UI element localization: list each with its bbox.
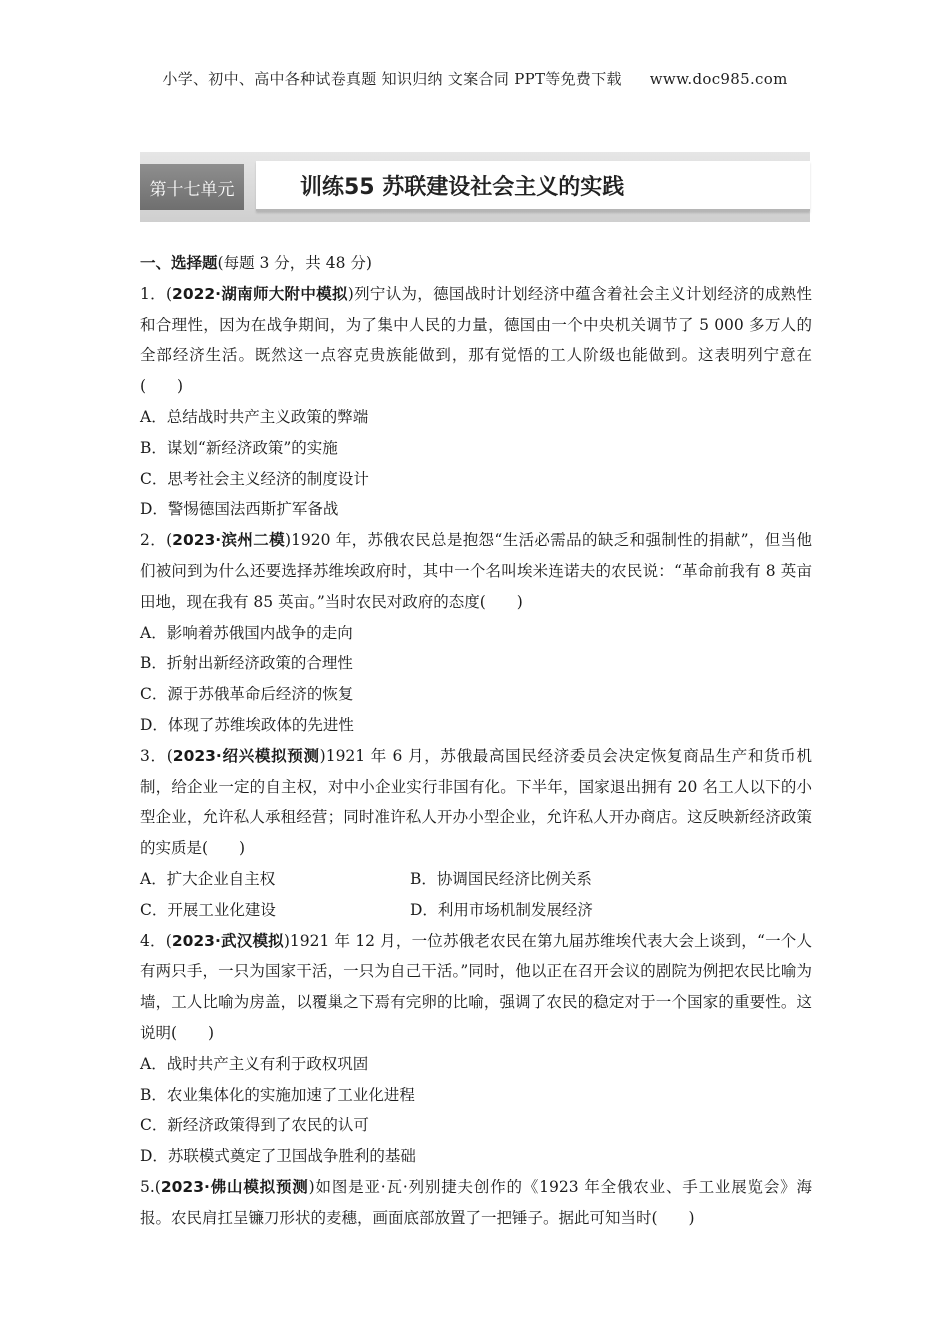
question-stem	[140, 1172, 812, 1234]
question-source: 2022·湖南师大附中模拟	[172, 284, 348, 303]
question-2	[140, 525, 812, 741]
source-close: )	[285, 531, 292, 550]
question-number: 5.	[140, 1177, 155, 1196]
question-source: 2023·武汉模拟	[171, 931, 284, 950]
option-a[interactable]: A．战时共产主义有利于政权巩固	[140, 1054, 369, 1073]
option-d[interactable]: D．警惕德国法西斯扩军备战	[140, 500, 339, 519]
option-a[interactable]: A．影响着苏俄国内战争的走向	[140, 623, 353, 642]
question-3	[140, 741, 812, 926]
section-label: 一、选择题	[140, 254, 218, 272]
option-row	[140, 895, 812, 926]
question-stem	[140, 741, 812, 864]
question-1	[140, 279, 812, 525]
section-heading	[140, 248, 812, 279]
source-close: )	[283, 931, 290, 950]
option-c[interactable]: C．源于苏俄革命后经济的恢复	[140, 685, 354, 704]
question-number: 4．	[140, 931, 166, 950]
option-c[interactable]: C．新经济政策得到了农民的认可	[140, 1116, 369, 1135]
source-open: (	[165, 284, 173, 303]
source-open: (	[166, 746, 173, 765]
unit-tag: 第十七单元	[140, 164, 244, 210]
page-title: 训练55 苏联建设社会主义的实践	[256, 161, 810, 211]
option-d[interactable]: D．苏联模式奠定了卫国战争胜利的基础	[140, 1147, 416, 1166]
option-b[interactable]: B．协调国民经济比例关系	[410, 869, 592, 888]
question-source: 2023·滨州二模	[172, 531, 285, 550]
source-open: (	[165, 931, 172, 950]
option-c[interactable]: C．思考社会主义经济的制度设计	[140, 469, 369, 488]
question-number: 3．	[140, 746, 167, 765]
source-close: )	[308, 1177, 315, 1196]
question-text: 1921 年 12 月，一位苏俄老农民在第九届苏维埃代表大会上谈到，“一个人有两只手，一只为国家干活，一只为自己干活。”同时，他以正在召开会议的剧院为例把农民比喻为墙，工人比喻为房盖，以覆巢之下焉有完卵的比喻，强调了农民的稳定对于一个国家的重要性。这说明( )	[140, 931, 812, 1042]
question-source: 2023·佛山模拟预测	[160, 1177, 309, 1196]
question-5	[140, 1172, 812, 1234]
option-a[interactable]: A．扩大企业自主权	[140, 869, 276, 888]
section-note: (每题 3 分，共 48 分)	[217, 254, 372, 272]
source-close: )	[319, 746, 326, 765]
question-number: 2．	[140, 531, 167, 550]
source-open: (	[154, 1177, 161, 1196]
source-open: (	[166, 531, 173, 550]
option-c[interactable]: C．开展工业化建设	[140, 900, 276, 919]
header-text: 小学、初中、高中各种试卷真题 知识归纳 文案合同 PPT等免费下载	[162, 70, 622, 88]
question-4	[140, 926, 812, 1172]
option-b[interactable]: B．折射出新经济政策的合理性	[140, 654, 353, 673]
option-b[interactable]: B．谋划“新经济政策”的实施	[140, 438, 338, 457]
header-url[interactable]: www.doc985.com	[649, 70, 788, 88]
question-source: 2023·绍兴模拟预测	[172, 746, 320, 765]
option-b[interactable]: B．农业集体化的实施加速了工业化进程	[140, 1085, 415, 1104]
option-d[interactable]: D．利用市场机制发展经济	[410, 900, 593, 919]
option-a[interactable]: A．总结战时共产主义政策的弊端	[140, 407, 369, 426]
question-text: 1920 年，苏俄农民总是抱怨“生活必需品的缺乏和强制性的捐献”，但当他们被问到为什么还要选择苏维埃政府时，其中一个名叫埃米连诺夫的农民说：“革命前我有 8 英亩田地，现在我有 85 英亩。”当时农民对政府的态度( )	[140, 531, 812, 611]
exam-content	[140, 248, 812, 1234]
page-header	[0, 68, 950, 89]
option-d[interactable]: D．体现了苏维埃政体的先进性	[140, 715, 354, 734]
source-close: )	[347, 284, 354, 303]
question-text: 列宁认为，德国战时计划经济中蕴含着社会主义计划经济的成熟性和合理性，因为在战争期间，为了集中人民的力量，德国由一个中央机关调节了 5 000 多万人的全部经济生活。既然这一点容克贵族能做到，那有觉悟的工人阶级也能做到。这表明列宁意在( )	[140, 284, 812, 396]
question-text: 如图是亚·瓦·列别捷夫创作的《1923 年全俄农业、手工业展览会》海报。农民肩扛呈镰刀形状的麦穗，画面底部放置了一把锤子。据此可知当时( )	[140, 1177, 812, 1227]
question-stem	[140, 926, 812, 1049]
option-row	[140, 864, 812, 895]
question-number: 1．	[140, 284, 166, 303]
title-band	[140, 152, 810, 222]
question-text: 1921 年 6 月，苏俄最高国民经济委员会决定恢复商品生产和货币机制，给企业一定的自主权，对中小企业实行非国有化。下半年，国家退出拥有 20 名工人以下的小型企业，允许私人承租经营；同时准许私人开办小型企业，允许私人开办商店。这反映新经济政策的实质是( )	[140, 746, 812, 858]
question-stem	[140, 279, 812, 402]
question-stem	[140, 525, 812, 617]
